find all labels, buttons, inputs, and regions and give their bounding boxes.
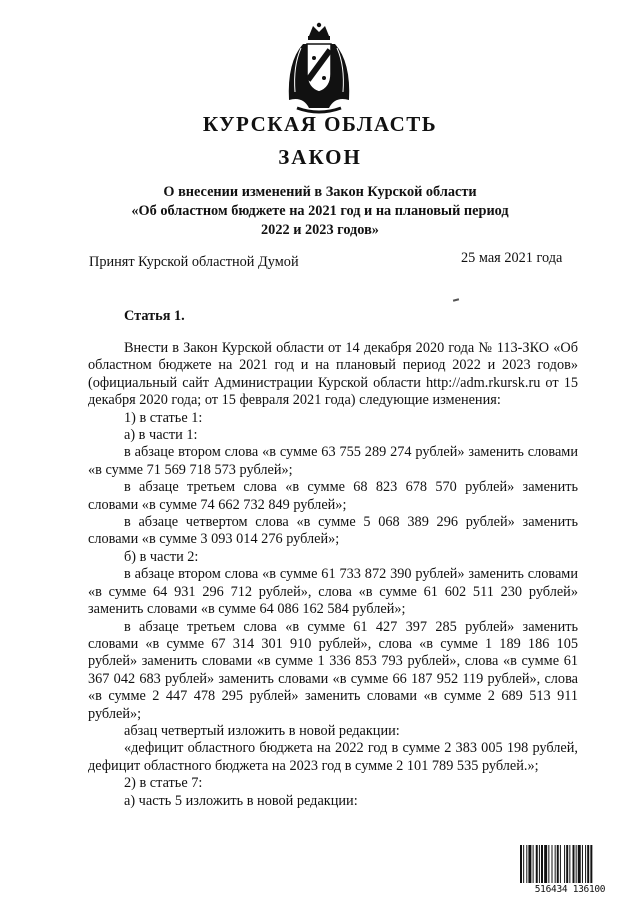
document-barcode bbox=[520, 845, 620, 900]
paragraph: в абзаце третьем слова «в сумме 68 823 678 570 рублей» заменить словами «в сумме 74 662 732 849 рублей»; bbox=[88, 479, 578, 513]
barcode-bar bbox=[569, 845, 570, 883]
paragraph: в абзаце третьем слова «в сумме 61 427 397 285 рублей» заменить словами «в сумме 67 314 301 910 рублей», слова «в сумме 1 189 186 105 рублей» заменить словами «в сумме 1 336 853 793 рублей», слова «в сумме 61 367 042 683 рублей» заменить словами «в сумме 66 187 952 119 рублей», слова «в сумме 2 447 478 295 рублей» заменить словами «в сумме 2 689 513 911 рублей»; bbox=[88, 618, 578, 722]
barcode-bar bbox=[587, 845, 589, 883]
paragraph: в абзаце втором слова «в сумме 61 733 872 390 рублей» заменить словами «в сумме 64 931 296 712 рублей», слова «в сумме 61 602 511 230 рублей» заменить словами «в сумме 64 086 162 584 рублей»; bbox=[88, 566, 578, 618]
law-subject bbox=[90, 183, 550, 240]
article-heading: Статья 1. bbox=[124, 308, 185, 324]
barcode-bar bbox=[539, 845, 540, 883]
barcode-bar bbox=[536, 845, 538, 883]
barcode-bar bbox=[576, 845, 577, 883]
barcode-bar bbox=[544, 845, 547, 883]
barcode-bar bbox=[533, 845, 534, 883]
adopted-by: Принят Курской областной Думой bbox=[89, 254, 299, 270]
subject-line: 2022 и 2023 годов» bbox=[261, 222, 379, 238]
paragraph: 1) в статье 1: bbox=[124, 409, 203, 426]
paragraph: «дефицит областного бюджета на 2022 год в сумме 2 383 005 198 рублей, дефицит областного бюджета на 2023 год в сумме 2 101 789 535 рублей.»; bbox=[88, 740, 578, 774]
barcode-bar bbox=[564, 845, 565, 883]
coat-of-arms-icon bbox=[283, 22, 355, 116]
barcode-bar bbox=[585, 845, 586, 883]
paragraph: а) часть 5 изложить в новой редакции: bbox=[124, 792, 358, 809]
barcode-bars bbox=[520, 845, 620, 883]
paragraph: б) в части 2: bbox=[124, 548, 199, 565]
paragraph: 2) в статье 7: bbox=[124, 775, 203, 792]
barcode-bar bbox=[552, 845, 553, 883]
barcode-bar bbox=[548, 845, 549, 883]
barcode-bar bbox=[541, 845, 543, 883]
barcode-number: 516434 136100 bbox=[534, 884, 606, 895]
barcode-bar bbox=[557, 845, 559, 883]
barcode-bar bbox=[560, 845, 561, 883]
scan-mark bbox=[453, 298, 459, 301]
barcode-bar bbox=[566, 845, 568, 883]
barcode-bar bbox=[578, 845, 581, 883]
paragraph: Внести в Закон Курской области от 14 декабря 2020 года № 113-ЗКО «Об областном бюджете на 2021 год и на плановый период 2022 и 2023 годов» (официальный сайт Администрации Курской области http://adm.rkursk.ru от 15 декабря 2020 года; от 15 февраля 2021 года) следующие изменения: bbox=[88, 340, 578, 409]
region-title: КУРСКАЯ ОБЛАСТЬ bbox=[202, 112, 438, 136]
barcode-bar bbox=[520, 845, 522, 883]
paragraph: а) в части 1: bbox=[124, 427, 198, 444]
barcode-bar bbox=[523, 845, 524, 883]
barcode-bar bbox=[526, 845, 527, 883]
paragraph: в абзаце четвертом слова «в сумме 5 068 389 296 рублей» заменить словами «в сумме 3 093 014 276 рублей»; bbox=[88, 514, 578, 548]
paragraph: в абзаце втором слова «в сумме 63 755 289 274 рублей» заменить словами «в сумме 71 569 718 573 рублей»; bbox=[88, 444, 578, 478]
paragraph: абзац четвертый изложить в новой редакции: bbox=[124, 722, 400, 739]
barcode-bar bbox=[528, 845, 531, 883]
subject-line: О внесении изменений в Закон Курской области bbox=[163, 184, 477, 200]
subject-line: «Об областном бюджете на 2021 год и на плановый период bbox=[131, 203, 509, 219]
article-body bbox=[88, 340, 578, 810]
barcode-bar bbox=[582, 845, 583, 883]
document-type-title: ЗАКОН bbox=[278, 145, 362, 169]
adoption-date: 25 мая 2021 года bbox=[461, 250, 563, 266]
barcode-bar bbox=[573, 845, 575, 883]
barcode-bar bbox=[555, 845, 556, 883]
barcode-bar bbox=[590, 845, 592, 883]
